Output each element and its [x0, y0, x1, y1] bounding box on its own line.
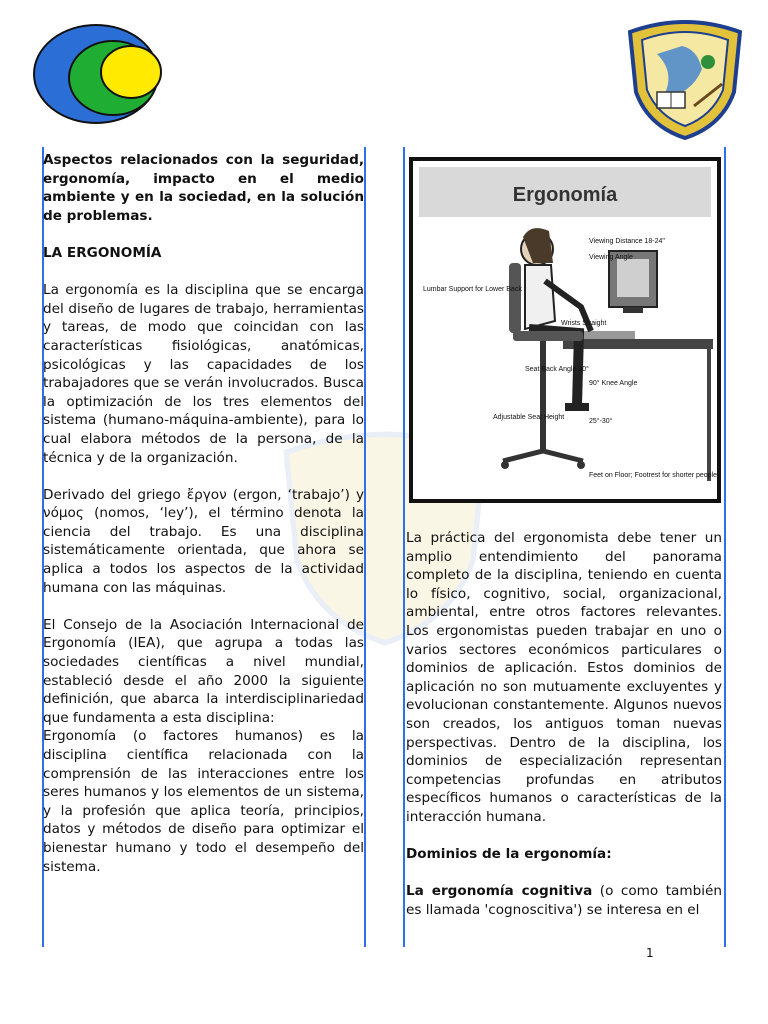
paragraph-cognitive [406, 882, 722, 919]
chair-back [509, 263, 521, 333]
paragraph-ergonomist: La práctica del ergonomista debe tener un amplio entendimiento del panorama completo de la disciplina, teniendo en cuenta lo físico, cognitivo, social, organizacional, ambiental, entre otros factores relevantes. Los ergonomistas pueden trabajar en uno o varios sectores económicos particulares o dominios de aplicación. Estos dominios de aplicación no son mutuamente excluyentes y evolucionan constantemente. Algunos nuevos son creados, los antiguos toman nuevas perspectivas. Dentro de la disciplina, los dominios de especialización representan competencias profundas en atributos específicos humanos o características de la interacción humana. [406, 530, 722, 825]
label-knee: 90° Knee Angle [589, 380, 638, 387]
heading-dominios: Dominios de la ergonomía: [406, 846, 612, 863]
chair-seat [513, 331, 583, 341]
paragraph-etymology: Derivado del griego ἔργον (ergon, ‘trabajo’) y νόμος (nomos, ‘ley’), el término denota la ciencia del trabajo. Es una disciplina sistemáticamente orientada, que ahora se aplica a todos los aspectos de la actividad humana con las máquinas. [43, 486, 364, 596]
right-column-rule-right [724, 147, 726, 947]
label-angle: 25°-30° [589, 418, 613, 425]
left-column-rule-right [364, 147, 366, 947]
ellipses-logo-icon [30, 22, 165, 127]
right-column [406, 529, 722, 919]
cognitive-term: La ergonomía cognitiva [406, 883, 593, 900]
label-feet: Feet on Floor; Footrest for shorter people [589, 472, 717, 479]
label-viewing-angle: Viewing Angle [589, 254, 633, 261]
paragraph-iea-definition: Ergonomía (o factores humanos) es la disciplina científica relacionada con la comprensión de las interacciones entre los seres humanos y los elementos de un sistema, y la profesión que aplica teoría, principios, datos y métodos de diseño para optimizar el bienestar humano y todo el desempeño del sistema. [43, 728, 364, 875]
cognitive-rest: (o como también es llamada 'cognoscitiva') se interesa en el [406, 883, 722, 918]
ergonomics-illustration [413, 161, 717, 499]
label-seat-height: Adjustable Seat Height [493, 414, 565, 421]
keyboard [583, 331, 635, 339]
right-column-rule-left [403, 147, 405, 947]
page-number: 1 [646, 946, 654, 960]
left-column [43, 147, 364, 952]
figure-title: Ergonomía [512, 184, 618, 206]
desk [563, 339, 713, 349]
section-title: Aspectos relacionados con la seguridad, ergonomía, impacto en el medio ambiente y en la sociedad, en la solución de problemas. [43, 152, 364, 224]
school-crest-icon [622, 14, 748, 142]
ergonomics-figure [409, 157, 721, 503]
heading-la-ergonomia: LA ERGONOMÍA [43, 244, 162, 261]
paragraph-iea: El Consejo de la Asociación Internacional de Ergonomía (IEA), que agrupa a todas las sociedades científicas a nivel mundial, estableció desde el año 2000 la siguiente definición, que abarca la interdisciplinariedad que fundamenta a esta disciplina: [43, 616, 364, 726]
person-torso [525, 265, 555, 329]
label-viewing-distance: Viewing Distance 18-24" [589, 238, 665, 245]
label-lumbar: Lumbar Support for Lower Back [423, 286, 522, 293]
label-seat-back: Seat Back Angle 90° [525, 366, 589, 373]
paragraph-definition: La ergonomía es la disciplina que se encarga del diseño de lugares de trabajo, herramientas y tareas, de modo que coincidan con las características fisiológicas, anatómicas, psicológicas y las capacidades de los trabajadores que se verán involucrados. Busca la optimización de los tres elementos del sistema (humano-máquina-ambiente), para lo cual elabora métodos de la persona, de la técnica y de la organización. [43, 282, 364, 466]
label-wrists: Wrists Straight [561, 320, 607, 327]
